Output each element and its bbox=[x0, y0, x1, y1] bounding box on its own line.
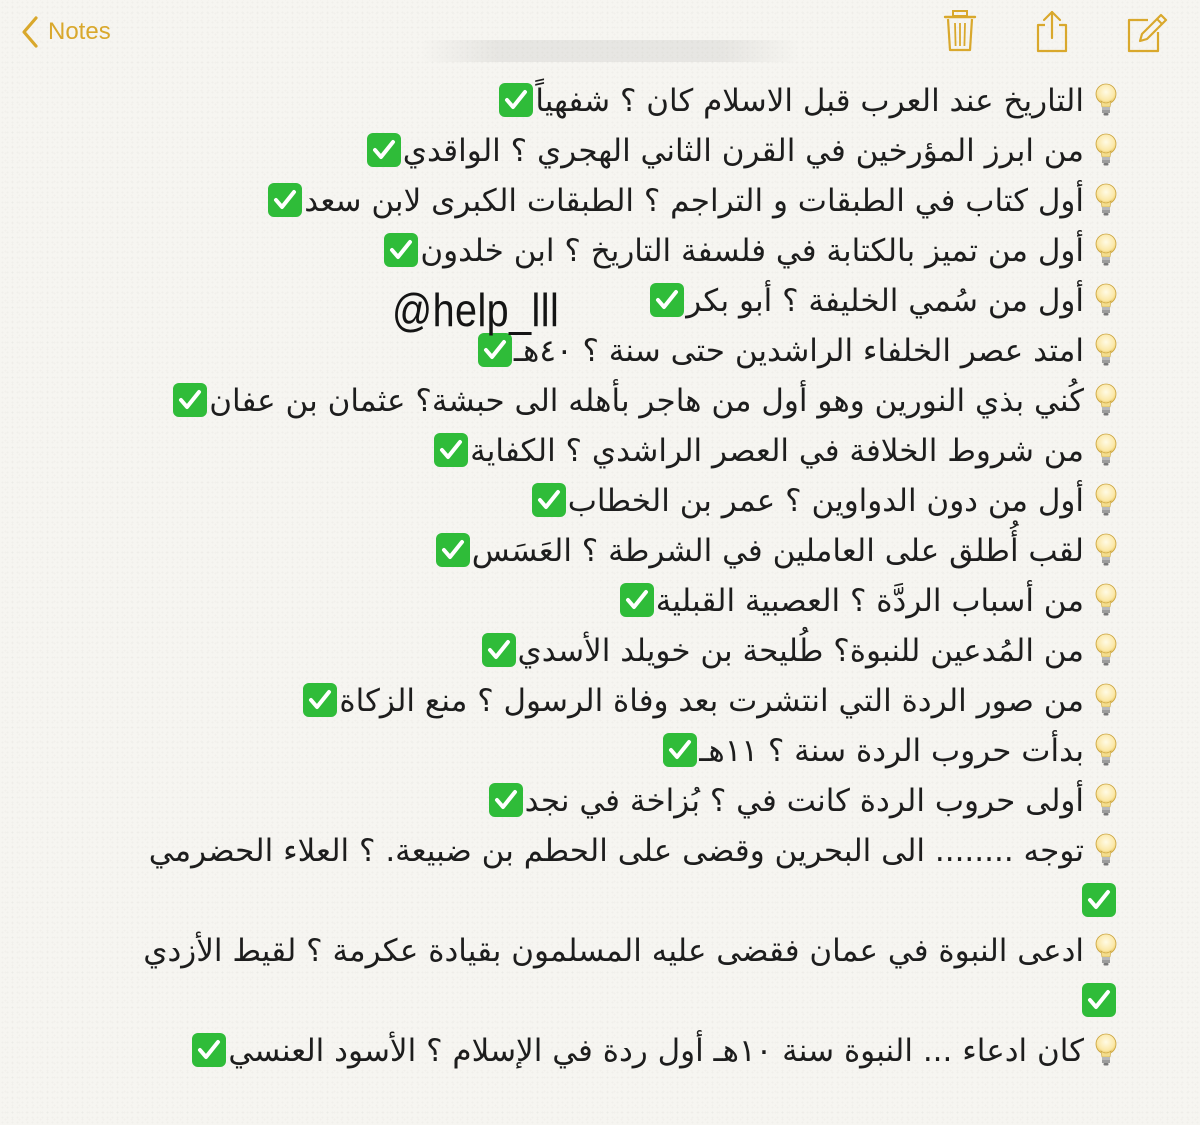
note-line bbox=[120, 1026, 1118, 1076]
check-mark-icon bbox=[436, 533, 470, 567]
note-line-text: امتد عصر الخلفاء الراشدين حتى سنة ؟ ٤٠هـ bbox=[513, 333, 1084, 369]
check-mark-icon bbox=[434, 433, 468, 467]
lightbulb-icon bbox=[1094, 933, 1118, 967]
check-mark-icon bbox=[1082, 983, 1116, 1017]
check-mark-icon bbox=[303, 683, 337, 717]
note-line bbox=[120, 176, 1118, 226]
note-line-text: من ابرز المؤرخين في القرن الثاني الهجري ؟ الواقدي bbox=[402, 133, 1084, 169]
share-button[interactable] bbox=[1032, 8, 1072, 54]
watermark-handle: @help_lll bbox=[392, 284, 560, 336]
share-icon bbox=[1032, 8, 1072, 54]
check-mark-icon bbox=[489, 783, 523, 817]
lightbulb-icon bbox=[1094, 633, 1118, 667]
note-line bbox=[120, 726, 1118, 776]
note-line-text: لقب أُطلق على العاملين في الشرطة ؟ العَسَس bbox=[471, 533, 1084, 569]
note-line-text: أول من تميز بالكتابة في فلسفة التاريخ ؟ ابن خلدون bbox=[420, 233, 1084, 269]
compose-icon bbox=[1124, 8, 1164, 54]
note-line-text: أولى حروب الردة كانت في ؟ بُزاخة في نجد bbox=[524, 783, 1084, 819]
back-button[interactable] bbox=[20, 12, 111, 52]
lightbulb-icon bbox=[1094, 283, 1118, 317]
lightbulb-icon bbox=[1094, 183, 1118, 217]
lightbulb-icon bbox=[1094, 783, 1118, 817]
note-line-text: توجه ........ الى البحرين وقضى على الحطم بن ضبيعة. ؟ العلاء الحضرمي bbox=[148, 833, 1084, 869]
check-mark-icon bbox=[663, 733, 697, 767]
compose-button[interactable] bbox=[1124, 8, 1164, 54]
watermark-blur bbox=[420, 40, 800, 62]
check-mark-icon bbox=[478, 333, 512, 367]
note-line bbox=[120, 776, 1118, 826]
note-line-text: من المُدعين للنبوة؟ طُليحة بن خويلد الأسدي bbox=[517, 633, 1084, 669]
check-mark-icon bbox=[1082, 883, 1116, 917]
note-line bbox=[120, 276, 1118, 326]
note-line bbox=[120, 226, 1118, 276]
note-line-text: من شروط الخلافة في العصر الراشدي ؟ الكفاية bbox=[470, 433, 1084, 469]
note-line bbox=[120, 476, 1118, 526]
check-mark-icon bbox=[499, 83, 533, 117]
check-mark-icon bbox=[268, 183, 302, 217]
note-line-text: ادعى النبوة في عمان فقضى عليه المسلمون بقيادة عكرمة ؟ لقيط الأزدي bbox=[143, 933, 1084, 969]
lightbulb-icon bbox=[1094, 233, 1118, 267]
check-mark-icon bbox=[650, 283, 684, 317]
trash-icon bbox=[940, 8, 980, 54]
back-label: Notes bbox=[48, 18, 111, 45]
check-mark-icon bbox=[367, 133, 401, 167]
lightbulb-icon bbox=[1094, 683, 1118, 717]
lightbulb-icon bbox=[1094, 1033, 1118, 1067]
delete-button[interactable] bbox=[940, 8, 980, 54]
check-mark-icon bbox=[482, 633, 516, 667]
note-line-text: كُني بذي النورين وهو أول من هاجر بأهله الى حبشة؟ عثمان بن عفان bbox=[209, 383, 1084, 419]
note-line bbox=[120, 826, 1118, 926]
check-mark-icon bbox=[620, 583, 654, 617]
note-line bbox=[120, 676, 1118, 726]
note-line-text: كان ادعاء ... النبوة سنة ١٠هـ أول ردة في الإسلام ؟ الأسود العنسي bbox=[228, 1033, 1084, 1069]
lightbulb-icon bbox=[1094, 533, 1118, 567]
lightbulb-icon bbox=[1094, 583, 1118, 617]
note-line-text: من أسباب الردَّة ؟ العصبية القبلية bbox=[655, 583, 1084, 619]
lightbulb-icon bbox=[1094, 833, 1118, 867]
lightbulb-icon bbox=[1094, 333, 1118, 367]
lightbulb-icon bbox=[1094, 383, 1118, 417]
lightbulb-icon bbox=[1094, 483, 1118, 517]
lightbulb-icon bbox=[1094, 733, 1118, 767]
note-line-text: أول من سُمي الخليفة ؟ أبو بكر bbox=[686, 283, 1084, 319]
note-line bbox=[120, 576, 1118, 626]
lightbulb-icon bbox=[1094, 133, 1118, 167]
check-mark-icon bbox=[173, 383, 207, 417]
note-line bbox=[120, 626, 1118, 676]
note-line bbox=[120, 926, 1118, 1026]
check-mark-icon bbox=[384, 233, 418, 267]
check-mark-icon bbox=[192, 1033, 226, 1067]
note-line-text: أول من دون الدواوين ؟ عمر بن الخطاب bbox=[567, 483, 1084, 519]
note-line-text: أول كتاب في الطبقات و التراجم ؟ الطبقات الكبرى لابن سعد bbox=[304, 183, 1084, 219]
note-line bbox=[120, 126, 1118, 176]
note-line bbox=[120, 76, 1118, 126]
toolbar bbox=[0, 0, 1200, 70]
check-mark-icon bbox=[532, 483, 566, 517]
note-line bbox=[120, 526, 1118, 576]
lightbulb-icon bbox=[1094, 433, 1118, 467]
note-line-text: التاريخ عند العرب قبل الاسلام كان ؟ شفهياً bbox=[535, 83, 1084, 119]
note-line bbox=[120, 376, 1118, 426]
chevron-left-icon bbox=[20, 15, 40, 49]
lightbulb-icon bbox=[1094, 83, 1118, 117]
note-line bbox=[120, 426, 1118, 476]
note-line-text: بدأت حروب الردة سنة ؟ ١١هـ bbox=[699, 733, 1084, 769]
note-body[interactable] bbox=[120, 76, 1118, 1076]
note-line bbox=[120, 326, 1118, 376]
note-line-text: من صور الردة التي انتشرت بعد وفاة الرسول ؟ منع الزكاة bbox=[339, 683, 1084, 719]
